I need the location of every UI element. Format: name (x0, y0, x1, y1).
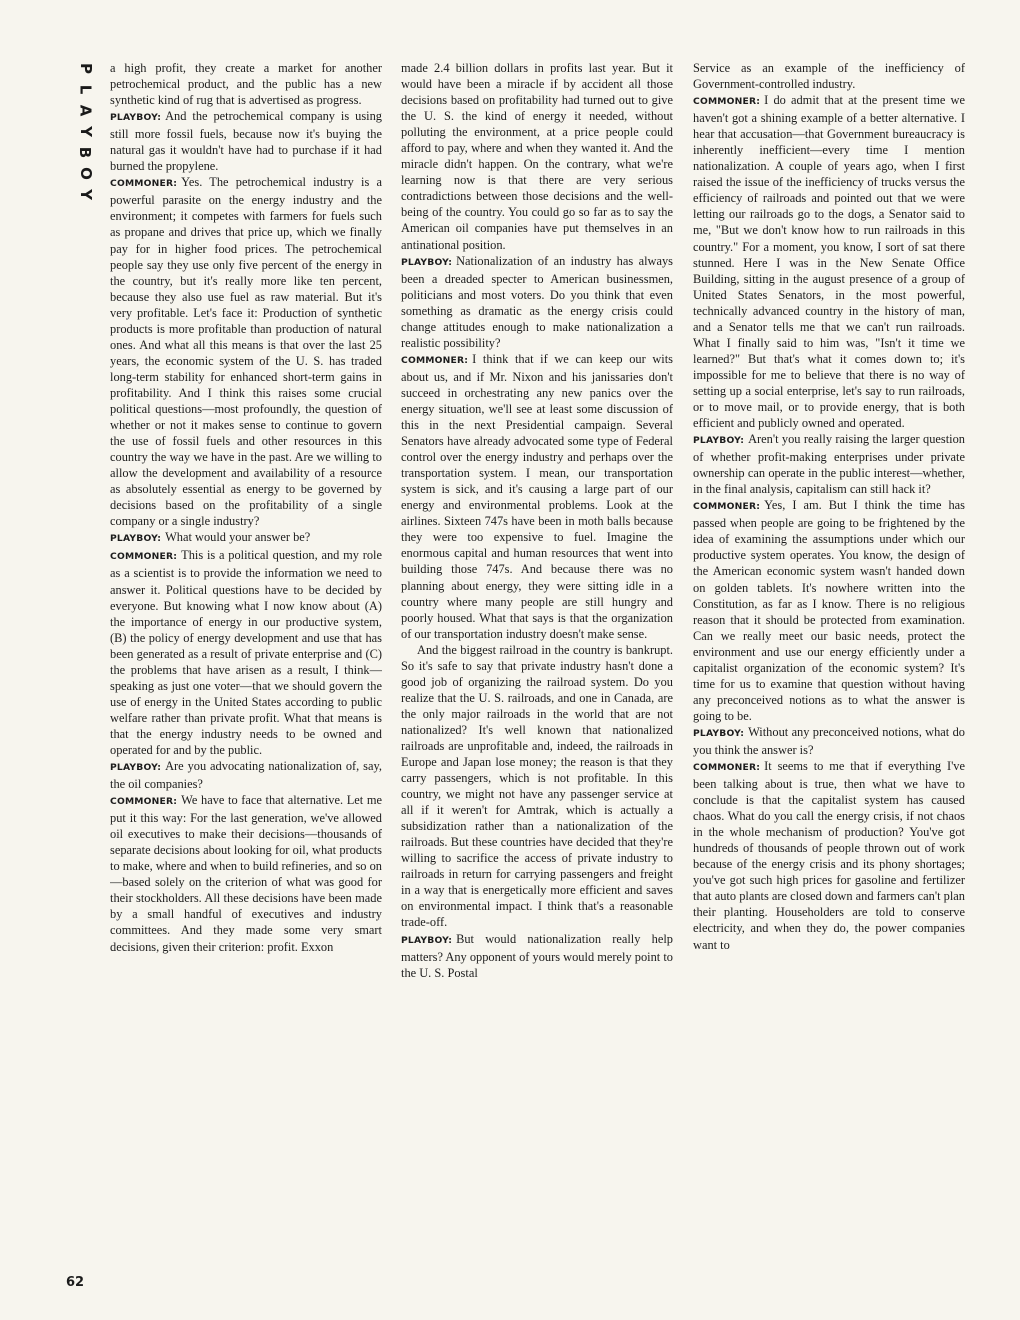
paragraph (110, 529, 382, 547)
paragraph-text: Nationalization of an industry has always been a dreaded specter to American businessmen, politicians and most voters. Do you think that even something as dramatic as the energy crisis could change attitudes enough to make nationalization a realistic possibility? (401, 253, 673, 350)
paragraph-text: Yes. The petrochemical industry is a powerful parasite on the energy industry and the environment; it competes with farmers for fuels such as propane and drives that price up, which we finally pay for in higher food prices. The petrochemical people say they use only five percent of the energy in the country, but it's really more like ten percent, because they also use fuel as raw material. But it's very profitable. Let's face it: Production of synthetic products is more profitable than production of natural ones. And what all this means is that over the last 25 years, the economic system of the U. S. has traded long-term stability for enhanced short-term gains in profitability. And I think this raises some crucial political questions—most profoundly, the question of whether or not it makes sense to continue to govern the use of fossil fuels and other resources in this country the way we have in the past. Are we willing to allow the development and availability of a resource as absolutely essential as energy to be governed by decisions based on the profitability of a single company or a single industry? (110, 175, 382, 529)
paragraph (110, 108, 382, 174)
paragraph-text: What would your answer be? (165, 530, 311, 545)
paragraph (110, 547, 382, 758)
speaker-label: PLAYBOY: (401, 256, 453, 268)
article-column-3 (693, 60, 965, 1310)
paragraph (110, 758, 382, 792)
paragraph (110, 60, 382, 108)
paragraph (401, 351, 673, 642)
speaker-label: PLAYBOY: (401, 934, 453, 946)
paragraph-text: Are you advocating nationalization of, say, the oil companies? (110, 759, 382, 792)
masthead-letter: L (76, 84, 95, 95)
paragraph (401, 253, 673, 351)
paragraph (693, 497, 965, 724)
paragraph-text: Aren't you really raising the larger question of whether profit-making enterprises under private ownership can operate in the public interest—whether, in the final analysis, capitalism can still hack it? (693, 432, 965, 497)
paragraph (693, 724, 965, 758)
paragraph-text: And the biggest railroad in the country is bankrupt. So it's safe to say that private industry hasn't done a good job of organizing the railroad system. Do you realize that the U. S. railroads, and one in Canada, are the only major railroads in the world that are not nationalized? It's well known that nationalized railroads are unprofitable and, indeed, the railroads in Europe and Japan lose money; the reason is that they carry passengers, which is not profitable. In this country, we might not have any passenger service at all if it weren't for Amtrak, which is actually a subsidization rather than a nationalization of the railroads. But these countries have decided that they're willing to sacrifice the access of private industry to railroads in return for carrying passengers and freight in a way that is energetically more efficient and saves on environmental impact. I think that's a reasonable trade-off. (401, 642, 673, 930)
paragraph-text: I think that if we can keep our wits about us, and if Mr. Nixon and his janissaries don't succeed in orchestrating any new panics over the energy situation, we'll see at least some discussion of this in the next Presidential campaign. Several Senators have already advocated some type of Federal control over the energy industry and perhaps over the transportation system. I mean, our transportation system is sick, and it's causing a large part of our energy and environmental problems. Look at the airlines. Sixteen 747s have been in moth balls because they were too expensive to fuel. Imagine the enormous capital and human resources that went into building those 747s. And because there was no planning about energy, they were sitting idle in a country where many people are still hungry and poorly housed. What that says is that the organization of our transportation industry doesn't make sense. (401, 351, 673, 641)
paragraph (693, 92, 965, 431)
paragraph-text: made 2.4 billion dollars in profits last year. But it would have been a miracle if by accident all those decisions based on profitability had turned out to give the U. S. the kind of energy it needed, without polluting the environment, at a price people could afford to pay, where and when they wanted it. And the miracle didn't happen. On the contrary, what we're learning now is that there are very serious contradictions between those decisions and the well-being of the country. You could go so far as to say the American oil companies have put themselves in an antinational position. (401, 61, 673, 252)
paragraph-text: But would nationalization really help matters? Any opponent of yours would merely point to the U. S. Postal (401, 931, 673, 980)
masthead-letter: Y (76, 189, 95, 200)
article-column-2 (401, 60, 673, 1310)
speaker-label: PLAYBOY: (693, 435, 745, 447)
paragraph-text: And the petrochemical company is using still more fossil fuels, because now it's buying the natural gas it wouldn't have had to purchase if it had burned the propylene. (110, 109, 382, 174)
article-column-1 (110, 60, 382, 1310)
masthead-letter: Y (76, 126, 95, 137)
masthead (72, 58, 98, 205)
paragraph-text: Yes, I am. But I think the time has passed when people are going to be frightened by the idea of examining the assumptions under which our productive system operates. You know, the design of the American economic system wasn't handed down on golden tablets. It's nowhere written into the Constitution, as far as I know. There is no religious reason that it should be protected from examination. Can we really meet our basic needs, protect the environment and use our energy efficiently under a capitalist organization of the economic system? It's time for us to examine that question without having any preconceived notions as to what the answer is going to be. (693, 498, 965, 723)
paragraph-text: Without any preconceived notions, what do you think the answer is? (693, 724, 965, 757)
paragraph-text: We have to face that alternative. Let me put it this way: For the last generation, we've allowed oil executives to make their decisions—thousands of separate decisions about looking for oil, what products to make, where and when to build refineries, and so on—based solely on the criterion of what was good for their stockholders. All these decisions have been made by a small handful of executives and industry committees. And they made some very smart decisions, given their criterion: profit. Exxon (110, 793, 382, 954)
speaker-label: PLAYBOY: (110, 533, 162, 545)
paragraph (693, 60, 965, 92)
paragraph (401, 642, 673, 931)
paragraph (110, 174, 382, 529)
speaker-label: COMMONER: (110, 551, 178, 563)
paragraph (401, 60, 673, 253)
paragraph (693, 758, 965, 953)
paragraph-text: I do admit that at the present time we haven't got a shining example of a better alternative. I hear that accusation—that Government bureaucracy is inherently inefficient—every time I mention nationalization. A couple of years ago, when I first raised the issue of the inefficiency of trucks versus the efficiency of railroads and pointed out that we were letting our railroads go to the dogs, a Senator said to me, "But we don't know how to run railroads in this country." For a moment, you know, I sort of sat there stunned. Here I was in the New Senate Office Building, sitting in the august presence of a group of United States Senators, in the most powerful, technically advanced country in the history of man, and a Senator tells me that we can't run railroads. What I finally said to him was, "Isn't it time we learned?" But that's what it comes down to; it's impossible for me to believe that there is no way of setting up a social enterprise, let's say to run railroads, or to move mail, or to provide energy, that is both efficient and publicly owned and operated. (693, 93, 965, 431)
speaker-label: COMMONER: (110, 178, 178, 190)
speaker-label: COMMONER: (693, 762, 761, 774)
speaker-label: COMMONER: (110, 796, 178, 808)
page-number: 62 (66, 1275, 85, 1290)
speaker-label: COMMONER: (693, 96, 761, 108)
speaker-label: COMMONER: (693, 501, 761, 513)
paragraph-text: a high profit, they create a market for another petrochemical product, and the public has a new synthetic kind of rug that is advertised as progress. (110, 61, 382, 108)
paragraph (693, 431, 965, 497)
paragraph-text: It seems to me that if everything I've been talking about is true, then what we have to conclude is that the capitalist system has caused chaos. What do you call the energy crisis, if not chaos in the whole mechanism of production? You've got hundreds of thousands of people thrown out of work because of the energy crisis and its phony shortages; you've got such high prices for gasoline and fertilizer that auto plants are closed down and farmers can't plan their planting. Householders are told to conserve electricity, and when they do, the power companies want to (693, 759, 965, 952)
masthead-letter: B (76, 146, 95, 159)
masthead-letter: O (76, 167, 95, 180)
speaker-label: PLAYBOY: (110, 762, 162, 774)
masthead-letter: A (76, 104, 95, 117)
speaker-label: PLAYBOY: (693, 727, 745, 739)
paragraph (401, 931, 673, 981)
paragraph (110, 792, 382, 954)
speaker-label: PLAYBOY: (110, 112, 162, 124)
paragraph-text: This is a political question, and my role as a scientist is to provide the information we need to answer it. Political questions have to be decided by everyone. But knowing what I now know about (A) the importance of energy in our productive system, (B) the policy of energy development and use that has been generated as a result of private enterprise and (C) the problems that have arisen as a result, I think—speaking as just one voter—that we should govern the use of energy in the United States according to public welfare rather than private profit. What that means is that the energy industry needs to be owned and operated for and by the public. (110, 548, 382, 757)
speaker-label: COMMONER: (401, 354, 469, 366)
paragraph-text: Service as an example of the inefficiency of Government-controlled industry. (693, 61, 965, 92)
masthead-letter: P (76, 63, 95, 74)
